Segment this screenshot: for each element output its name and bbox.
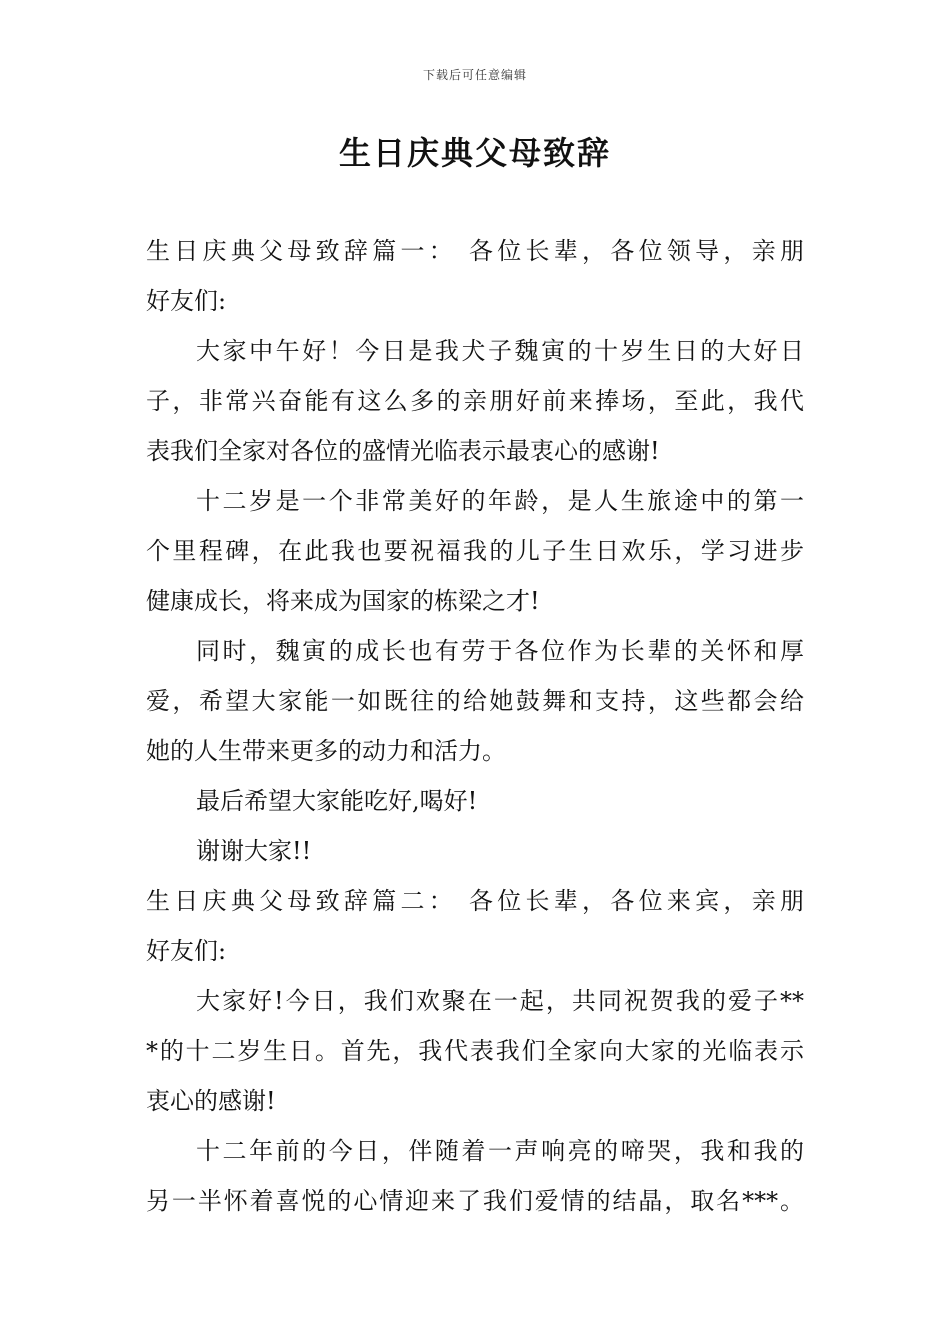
text-line: 另一半怀着喜悦的心情迎来了我们爱情的结晶，取名***。 (146, 1187, 804, 1215)
text-line: 好友们: (146, 287, 227, 315)
text-line: *的十二岁生日。首先，我代表我们全家向大家的光临表示 (146, 1037, 804, 1065)
text-line: 大家好!今日，我们欢聚在一起，共同祝贺我的爱子** (196, 987, 804, 1015)
text-line: 十二岁是一个非常美好的年龄，是人生旅途中的第一 (196, 487, 804, 515)
text-line: 谢谢大家!! (196, 837, 312, 865)
text-line: 同时，魏寅的成长也有劳于各位作为长辈的关怀和厚 (196, 637, 804, 665)
document-title: 生日庆典父母致辞 (338, 134, 611, 172)
header-note: 下载后可任意编辑 (422, 68, 527, 82)
text-line: 十二年前的今日，伴随着一声响亮的啼哭，我和我的 (196, 1137, 804, 1165)
text-line: 表我们全家对各位的盛情光临表示最衷心的感谢! (146, 437, 660, 465)
text-line: 生日庆典父母致辞篇一： 各位长辈，各位领导，亲朋 (146, 237, 804, 265)
text-line: 最后希望大家能吃好,喝好! (196, 787, 478, 815)
document-body (146, 226, 804, 1226)
text-line: 健康成长，将来成为国家的栋梁之才! (146, 587, 540, 615)
text-line: 大家中午好！今日是我犬子魏寅的十岁生日的大好日 (196, 337, 804, 365)
text-line: 个里程碑，在此我也要祝福我的儿子生日欢乐，学习进步 (146, 537, 804, 565)
text-line: 她的人生带来更多的动力和活力。 (146, 737, 506, 765)
text-line: 爱，希望大家能一如既往的给她鼓舞和支持，这些都会给 (146, 687, 804, 715)
text-line: 衷心的感谢! (146, 1087, 276, 1115)
text-line: 生日庆典父母致辞篇二： 各位长辈，各位来宾，亲朋 (146, 887, 804, 915)
text-line: 子，非常兴奋能有这么多的亲朋好前来捧场，至此，我代 (146, 387, 804, 415)
text-line: 好友们: (146, 937, 227, 965)
